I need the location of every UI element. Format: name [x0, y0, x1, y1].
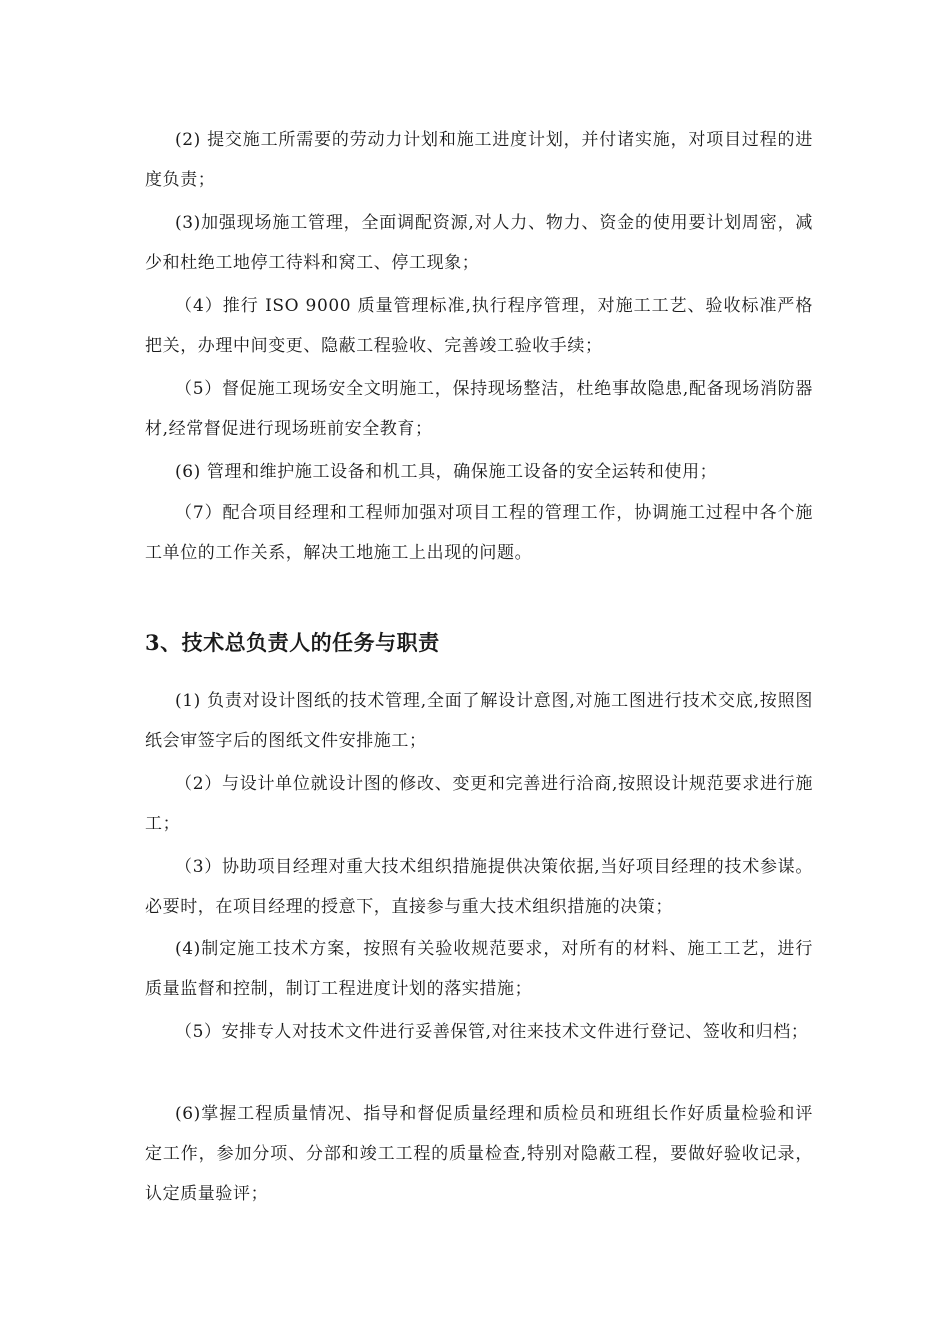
duty-item-5: （5）安排专人对技术文件进行妥善保管,对往来技术文件进行登记、签收和归档；	[175, 1022, 809, 1042]
duty-item-3: （3）协助项目经理对重大技术组织措施提供决策依据,当好项目经理的技术参谋。必要时，在项目经理的授意下，直接参与重大技术组织措施的决策；	[145, 857, 813, 917]
paragraph-item-3: (3)加强现场施工管理，全面调配资源,对人力、物力、资金的使用要计划周密，减少和杜绝工地停工待料和窝工、停工现象；	[145, 213, 813, 273]
duty-item-1: (1) 负责对设计图纸的技术管理,全面了解设计意图,对施工图进行技术交底,按照图纸会审签字后的图纸文件安排施工；	[145, 691, 813, 751]
duty-item-6: (6)掌握工程质量情况、指导和督促质量经理和质检员和班组长作好质量检验和评定工作，参加分项、分部和竣工工程的质量检查,特别对隐蔽工程，要做好验收记录，认定质量验评；	[145, 1104, 813, 1204]
paragraph-item-4: （4）推行 ISO 9000 质量管理标准,执行程序管理，对施工工艺、验收标准严格把关，办理中间变更、隐蔽工程验收、完善竣工验收手续；	[145, 296, 813, 356]
paragraph-item-2: (2) 提交施工所需要的劳动力计划和施工进度计划，并付诸实施，对项目过程的进度负责；	[145, 130, 813, 190]
duty-item-4: (4)制定施工技术方案，按照有关验收规范要求，对所有的材料、施工工艺，进行质量监督和控制，制订工程进度计划的落实措施；	[145, 939, 813, 999]
paragraph-item-7: （7）配合项目经理和工程师加强对项目工程的管理工作，协调施工过程中各个施工单位的工作关系，解决工地施工上出现的问题。	[145, 503, 813, 563]
paragraph-item-6: (6) 管理和维护施工设备和机工具，确保施工设备的安全运转和使用；	[175, 462, 718, 482]
duty-item-2: （2）与设计单位就设计图的修改、变更和完善进行洽商,按照设计规范要求进行施工；	[145, 774, 813, 834]
section-heading: 3、技术总负责人的任务与职责	[145, 630, 440, 655]
paragraph-item-5: （5）督促施工现场安全文明施工，保持现场整洁，杜绝事故隐患,配备现场消防器材,经常督促进行现场班前安全教育；	[145, 379, 813, 439]
